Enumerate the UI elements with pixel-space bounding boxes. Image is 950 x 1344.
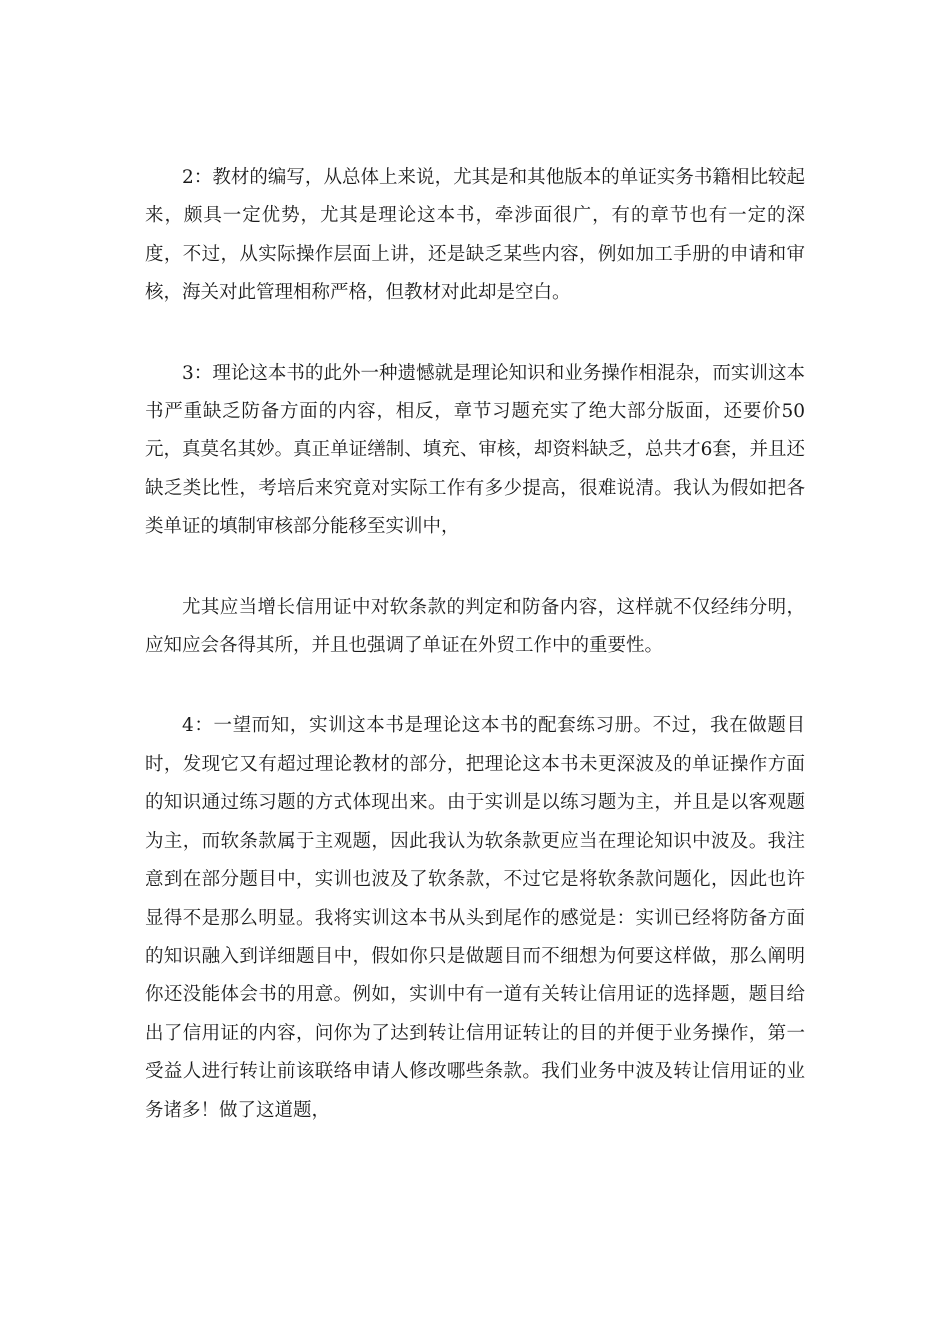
paragraph-3: 3：理论这本书的此外一种遗憾就是理论知识和业务操作相混杂，而实训这本书严重缺乏防备方面的内容，相反，章节习题充实了绝大部分版面，还要价50元，真莫名其妙。真正单证缮制、填充、审核，却资料缺乏，总共才6套，并且还缺乏类比性，考培后来究竟对实际工作有多少提高，很难说清。我认为假如把各类单证的填制审核部分能移至实训中， <box>145 362 805 538</box>
paragraph-spacer <box>145 313 805 355</box>
paragraph-spacer <box>145 547 805 589</box>
paragraph-spacer <box>145 665 805 707</box>
paragraph-3-continued: 尤其应当增长信用证中对软条款的判定和防备内容，这样就不仅经纬分明，应知应会各得其所，并且也强调了单证在外贸工作中的重要性。 <box>145 596 805 657</box>
paragraph-4: 4：一望而知，实训这本书是理论这本书的配套练习册。不过，我在做题目时，发现它又有超过理论教材的部分，把理论这本书未更深波及的单证操作方面的知识通过练习题的方式体现出来。由于实训是以练习题为主，并且是以客观题为主，而软条款属于主观题，因此我认为软条款更应当在理论知识中波及。我注意到在部分题目中，实训也波及了软条款，不过它是将软条款问题化，因此也许显得不是那么明显。我将实训这本书从头到尾作的感觉是：实训已经将防备方面的知识融入到详细题目中，假如你只是做题目而不细想为何要这样做，那么阐明你还没能体会书的用意。例如，实训中有一道有关转让信用证的选择题，题目给出了信用证的内容，问你为了达到转让信用证转让的目的并便于业务操作，第一受益人进行转让前该联络申请人修改哪些条款。我们业务中波及转让信用证的业务诸多！做了这道题， <box>145 715 805 1121</box>
document-body <box>145 159 805 1130</box>
paragraph-2: 2：教材的编写，从总体上来说，尤其是和其他版本的单证实务书籍相比较起来，颇具一定优势，尤其是理论这本书，牵涉面很广，有的章节也有一定的深度，不过，从实际操作层面上讲，还是缺乏某些内容，例如加工手册的申请和审核，海关对此管理相称严格，但教材对此却是空白。 <box>145 167 805 304</box>
